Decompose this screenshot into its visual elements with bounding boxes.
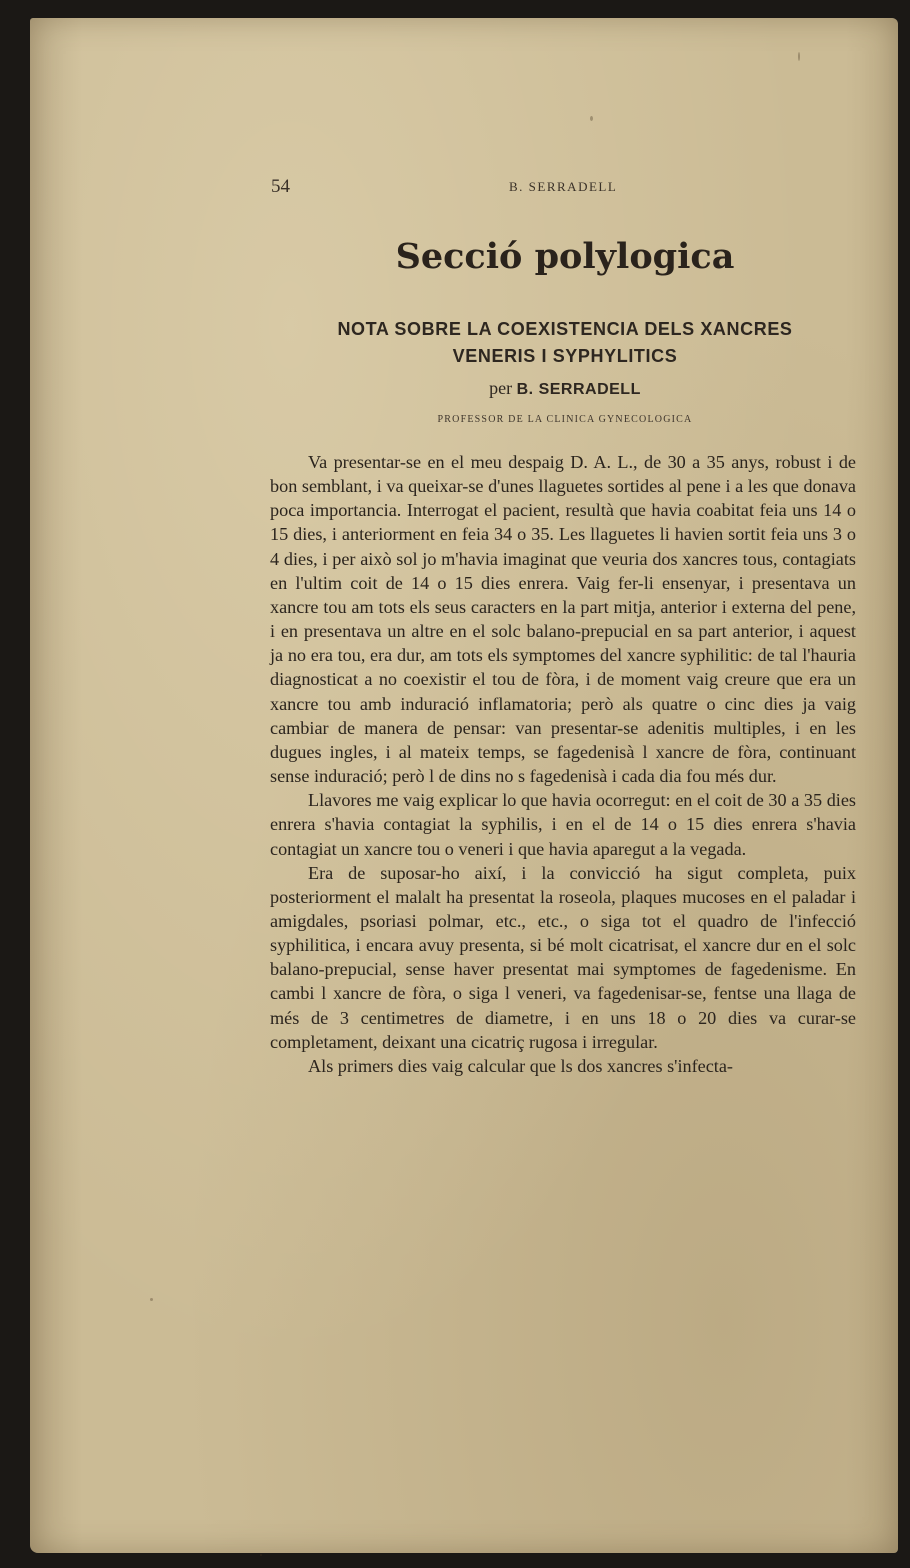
paper-blemish [798, 52, 800, 61]
byline [300, 378, 830, 399]
running-head-author: B. SERRADELL [509, 179, 618, 194]
paragraph: Va presentar-se en el meu despaig D. A. L., de 30 a 35 anys, robust i de bon semblant, i va queixar-se d'unes llaguetes sortides al pene i a les que donava poca importancia. Interrogat el pacient, resultà que havia coabitat feia uns 14 o 15 dies, i anteriorment en feia 34 o 35. Les llaguetes li havien sortit feia uns 3 o 4 dies, i per això sol jo m'havia imaginat que veuria dos xancres tous, contagiats en l'ultim coit de 14 o 15 dies enrera. Vaig fer-li ensenyar, i presentava un xancre tou am tots els seus caracters en la part mitja, anterior i externa del pene, i en presentava un altre en el solc balano-prepucial en sa part anterior, i aquest ja no era tou, era dur, am tots els symptomes del xancre syphilitic: de tal l'hauria diagnosticat a no coexistir el tou de fòra, i de moment vaig creure que era un xancre tou amb induració inflamatoria; però als quatre o cinc dies ja vaig cambiar de manera de pensar: van presentar-se adenitis multiples, i en les dugues ingles, i al mateix temps, se fagedenisà l xancre de fòra, continuant sense induració; però l de dins no s fagedenisà i cada dia fou més dur. [270, 452, 856, 787]
author-affiliation: PROFESSOR DE LA CLINICA GYNECOLOGICA [437, 414, 693, 425]
article-body [270, 450, 856, 1078]
article-title-line-2: VENERIS I SYPHYLITICS [452, 346, 678, 366]
paper-blemish [150, 1298, 153, 1301]
paragraph: Llavores me vaig explicar lo que havia ocorregut: en el coit de 30 a 35 dies enrera s'havia contagiat la syphilis, i en el de 14 o 15 dies enrera s'havia contagiat un xancre tou o veneri i que havia aparegut a la vegada. [270, 790, 856, 859]
paper-blemish [590, 116, 593, 121]
section-title: Secció polylogica [395, 236, 735, 277]
paragraph: Als primers dies vaig calcular que ls dos xancres s'infecta- [308, 1055, 733, 1076]
running-head [271, 176, 641, 200]
paper-blemish [260, 1554, 262, 1556]
byline-prefix: per [489, 378, 513, 398]
byline-author: B. SERRADELL [516, 381, 641, 398]
paragraph: Era de suposar-ho així, i la convicció ha sigut completa, puix posteriorment el malalt ha presentat la roseola, plaques mucoses en el paladar i amigdales, psoriasi polmar, etc., etc., o siga tot el quadro de l'infecció syphilitica, i encara avuy presenta, si bé molt cicatrisat, el xancre dur en el solc balano-prepucial, sense haver presentat mai symptomes de fagedenisme. En cambi l xancre de fòra, o siga l veneri, va fagedenisar-se, fentse una llaga de més de 3 centimetres de diametre, i en uns 18 o 20 dies va curar-se completament, deixant una cicatriç rugosa i irregular. [270, 862, 856, 1052]
page-number: 54 [271, 176, 290, 197]
article-title [300, 316, 830, 370]
article-title-line-1: NOTA SOBRE LA COEXISTENCIA DELS XANCRES [337, 319, 793, 339]
